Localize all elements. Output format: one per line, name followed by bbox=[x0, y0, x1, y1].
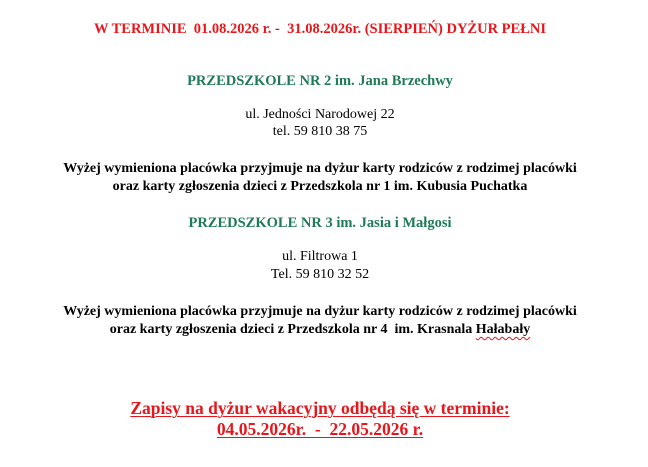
school-note-line2-przedszkole-3 bbox=[0, 323, 640, 337]
school-note-line1-przedszkole-2: Wyżej wymieniona placówka przyjmuje na dyżur karty rodziców z rodzimej placówki bbox=[63, 161, 577, 176]
enrollment-announcement: Zapisy na dyżur wakacyjny odbędą się w terminie: bbox=[130, 398, 510, 418]
spellcheck-flagged-word: Hałabały bbox=[475, 322, 531, 337]
school-name-przedszkole-2: PRZEDSZKOLE NR 2 im. Jana Brzechwy bbox=[187, 73, 453, 89]
school-address-przedszkole-3: ul. Filtrowa 1 bbox=[282, 249, 358, 264]
note-line2-text: oraz karty zgłoszenia dzieci z Przedszkola nr 1 im. Kubusia Puchatka bbox=[112, 179, 528, 194]
school-phone-przedszkole-3: Tel. 59 810 32 52 bbox=[270, 267, 370, 282]
enrollment-dates: 04.05.2026r. - 22.05.2026 r. bbox=[216, 419, 424, 439]
school-name-przedszkole-3: PRZEDSZKOLE NR 3 im. Jasia i Małgosi bbox=[188, 215, 452, 231]
duty-period-heading: W TERMINIE 01.08.2026 r. - 31.08.2026r. (SIERPIEŃ) DYŻUR PEŁNI bbox=[94, 21, 546, 37]
school-note-line2-przedszkole-2 bbox=[0, 180, 640, 194]
school-note-line1-przedszkole-3: Wyżej wymieniona placówka przyjmuje na dyżur karty rodziców z rodzimej placówki bbox=[63, 304, 577, 319]
note-line2-text: oraz karty zgłoszenia dzieci z Przedszkola nr 4 im. Krasnala bbox=[109, 322, 476, 337]
school-address-przedszkole-2: ul. Jedności Narodowej 22 bbox=[245, 107, 395, 122]
school-phone-przedszkole-2: tel. 59 810 38 75 bbox=[272, 124, 368, 139]
